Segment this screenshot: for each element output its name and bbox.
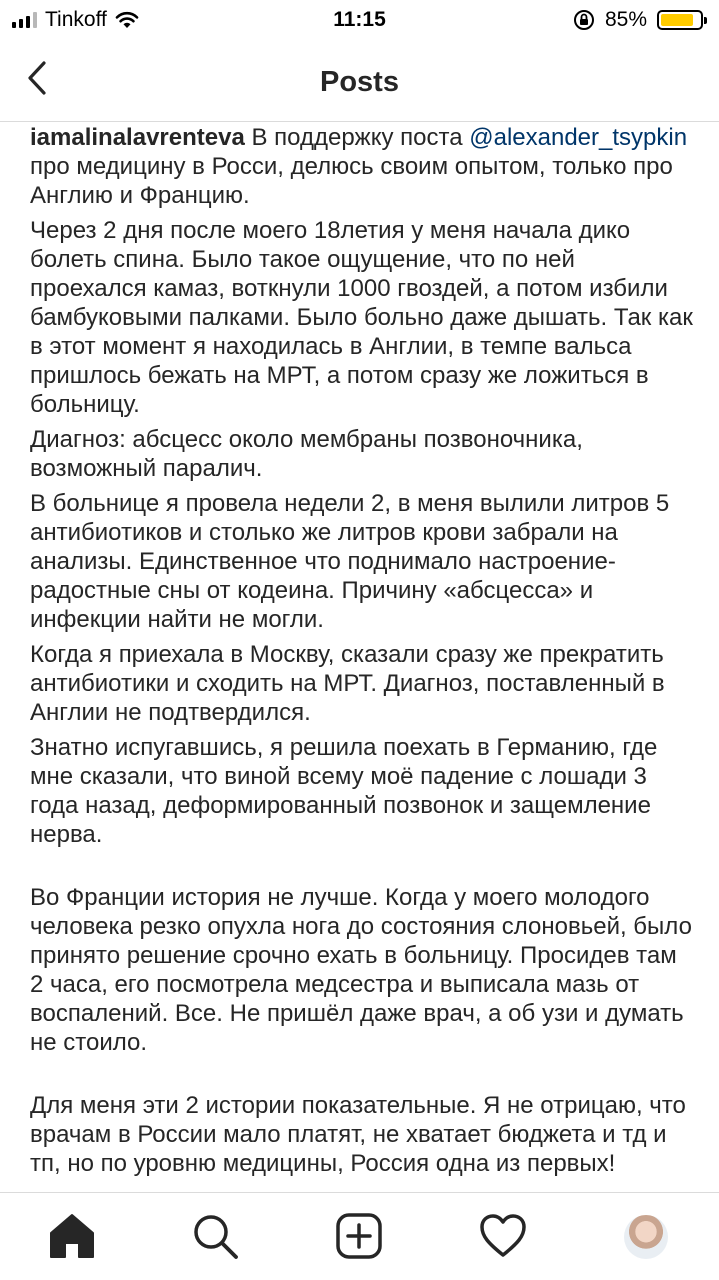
home-icon	[47, 1211, 97, 1261]
carrier-name: Tinkoff	[45, 8, 107, 31]
battery-icon	[657, 10, 703, 30]
orientation-lock-icon	[573, 9, 595, 31]
search-icon	[190, 1211, 240, 1261]
profile-avatar[interactable]	[624, 1215, 668, 1259]
post-username[interactable]: iamalinalavrenteva	[30, 124, 245, 151]
status-left	[12, 8, 139, 32]
wifi-icon	[115, 11, 139, 29]
tab-home[interactable]	[47, 1211, 97, 1261]
caption-paragraph: Через 2 дня после моего 18летия у меня начала дико болеть спина. Было такое ощущение, что по ней проехался камаз, воткнули 1000 гвоздей, а потом избили бамбуковыми палками. Было больно даже дышать. Так как в этот момент я находилась в Англии, в темпе вальса пришлось бежать на МРТ, а потом сразу же ложиться в больницу.	[30, 217, 693, 418]
tab-search[interactable]	[190, 1211, 240, 1261]
new-post-icon	[334, 1211, 384, 1261]
caption-paragraph: Когда я приехала в Москву, сказали сразу же прекратить антибиотики и сходить на МРТ. Диагноз, поставленный в Англии не подтвердился.	[30, 641, 665, 726]
battery-percent: 85%	[604, 8, 647, 31]
caption-paragraph: Знатно испугавшись, я решила поехать в Германию, где мне сказали, что виной всему моё падение с лошади 3 года назад, деформированный позвонок и защемление нерва.	[30, 734, 658, 848]
status-right	[573, 8, 703, 32]
caption-intro	[30, 123, 695, 210]
caption-paragraph: Во Франции история не лучше. Когда у моего молодого человека резко опухла нога до состояния слоновьей, было принято решение срочно ехать в больницу. Просидев там 2 часа, его посмотрела медсестра и выписала мазь от воспалений. Все. Не пришёл даже врач, а об узи и думать не стоило.	[30, 884, 692, 1056]
user-mention-link[interactable]: @alexander_tsypkin	[469, 124, 688, 151]
navigation-bar	[0, 40, 719, 122]
tab-new-post[interactable]	[334, 1211, 384, 1261]
signal-strength-icon	[12, 12, 37, 28]
page-title: Posts	[320, 66, 399, 98]
status-time: 11:15	[333, 8, 386, 31]
battery-fill	[661, 14, 693, 26]
caption-intro-text: В поддержку поста	[244, 124, 470, 151]
bottom-tab-bar	[0, 1192, 719, 1280]
caption-paragraph: Для меня эти 2 истории показательные. Я не отрицаю, что врачам в России мало платят, не хватает бюджета и тд и тп, но по уровню медицины, Россия одна из первых!	[30, 1092, 686, 1177]
tab-activity[interactable]	[478, 1211, 528, 1261]
activity-heart-icon	[478, 1211, 528, 1261]
caption-paragraph: Диагноз: абсцесс около мембраны позвоночника, возможный паралич.	[30, 426, 583, 482]
status-bar	[0, 0, 719, 40]
post-caption	[30, 123, 695, 1184]
caption-intro-text-after: про медицину в Росси, делюсь своим опытом, только про Англию и Францию.	[30, 153, 673, 209]
caption-paragraph: В больнице я провела недели 2, в меня вылили литров 5 антибиотиков и столько же литров крови забрали на анализы. Единственное что поднимало настроение- радостные сны от кодеина. Причину «абсцесса» и инфекции найти не могли.	[30, 490, 670, 633]
